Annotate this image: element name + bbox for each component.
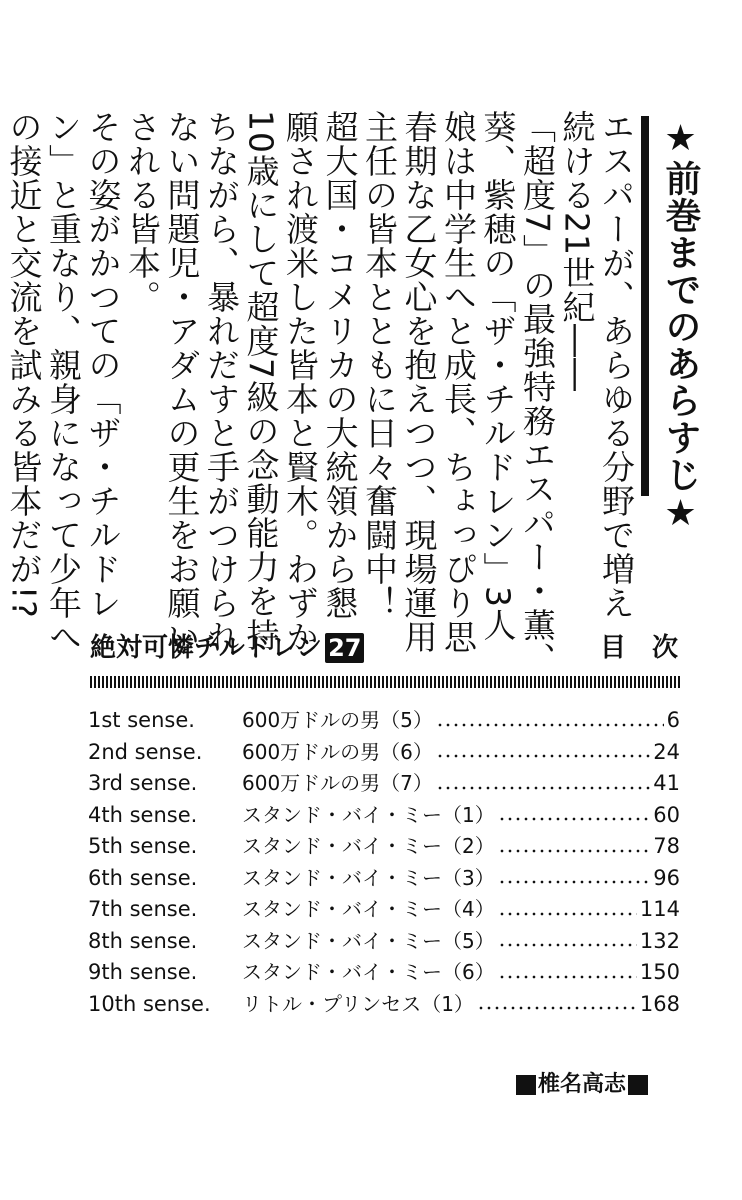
synopsis-line: 主任の皆本とともに日々奮闘中！ (360, 110, 399, 620)
toc-row[interactable] (88, 988, 680, 1020)
black-square-icon (628, 1075, 648, 1095)
chapter-page: 168 (639, 991, 680, 1016)
dot-leader (477, 1006, 637, 1010)
toc-row[interactable] (88, 956, 680, 988)
book-title-text: 絶対可憐チルドレン (90, 633, 323, 663)
author-credit (516, 1068, 648, 1102)
toc-row[interactable] (88, 862, 680, 894)
synopsis-line: その姿がかつての「ザ・チルドレ (83, 110, 123, 620)
synopsis-line: 願され渡米した皆本と賢木。わずか (281, 110, 320, 654)
book-title (90, 628, 364, 668)
chapter-number: 10th sense. (88, 991, 211, 1016)
chapter-page: 6 (666, 708, 680, 732)
synopsis-line: 春期な乙女心を抱えつつ、現場運用 (399, 110, 439, 654)
synopsis-line: ちながら、暴れだすと手がつけられ (202, 110, 241, 654)
chapter-page: 96 (653, 865, 680, 890)
chapter-number: 3rd sense. (88, 771, 198, 795)
dot-leader (498, 880, 651, 884)
volume-badge: 27 (325, 633, 364, 663)
header-rule (90, 676, 680, 688)
dot-leader (436, 786, 650, 790)
synopsis-line: 「超度7」の最強特務エスパー・薫、 (518, 110, 557, 676)
chapter-number: 7th sense. (88, 897, 198, 921)
synopsis-line: 娘は中学生へと成長、ちょっぴり思 (439, 110, 478, 654)
dot-leader (498, 912, 637, 916)
chapter-page: 78 (653, 834, 680, 858)
table-of-contents (88, 704, 680, 1019)
synopsis-line: ン」と重なり、親身になって少年へ (44, 110, 83, 654)
synopsis-divider-bar (641, 116, 649, 496)
chapter-title: リトル・プリンセス（1） (242, 991, 474, 1016)
chapter-title: スタンド・バイ・ミー（2） (242, 834, 495, 858)
chapter-page: 150 (639, 960, 680, 984)
chapter-number: 8th sense. (88, 928, 198, 953)
dot-leader (436, 754, 650, 758)
toc-row[interactable] (88, 893, 680, 925)
toc-row[interactable] (88, 736, 680, 768)
chapter-title: スタンド・バイ・ミー（5） (242, 928, 495, 953)
chapter-page: 132 (639, 928, 680, 953)
dot-leader (498, 817, 651, 821)
chapter-title: スタンド・バイ・ミー（6） (242, 960, 495, 984)
chapter-number: 5th sense. (88, 834, 198, 858)
synopsis-line: 葵、紫穂の「ザ・チルドレン」3人 (478, 110, 518, 642)
toc-row[interactable] (88, 799, 680, 831)
chapter-number: 6th sense. (88, 865, 198, 890)
synopsis-title: ★前巻までのあらすじ★ (660, 118, 701, 535)
synopsis-line: 超大国・コメリカの大統領から懇 (320, 110, 360, 620)
chapter-title: スタンド・バイ・ミー（1） (242, 802, 495, 827)
chapter-page: 114 (639, 897, 680, 921)
synopsis-line: 続ける21世紀―― (557, 110, 597, 392)
chapter-number: 2nd sense. (88, 739, 203, 764)
chapter-number: 1st sense. (88, 708, 195, 732)
dot-leader (498, 943, 637, 947)
chapter-number: 9th sense. (88, 960, 198, 984)
synopsis-line: される皆本。 (123, 110, 162, 314)
synopsis-line: 10歳にして超度7級の念動能力を持 (241, 110, 281, 652)
author-name: 椎名高志 (538, 1072, 627, 1097)
chapter-title: スタンド・バイ・ミー（4） (242, 897, 495, 921)
dot-leader (436, 723, 664, 727)
toc-row[interactable] (88, 767, 680, 799)
contents-label: 目次 (600, 633, 705, 663)
chapter-title: 600万ドルの男（5） (242, 708, 433, 732)
chapter-page: 60 (653, 802, 680, 827)
chapter-number: 4th sense. (88, 802, 198, 827)
chapter-page: 41 (653, 771, 680, 795)
chapter-title: 600万ドルの男（6） (242, 739, 433, 764)
chapter-title: 600万ドルの男（7） (242, 771, 433, 795)
toc-row[interactable] (88, 704, 680, 736)
toc-row[interactable] (88, 830, 680, 862)
toc-row[interactable] (88, 925, 680, 957)
black-square-icon (516, 1075, 536, 1095)
chapter-page: 24 (653, 739, 680, 764)
synopsis-line: の接近と交流を試みる皆本だが!? (4, 110, 44, 619)
chapter-title: スタンド・バイ・ミー（3） (242, 865, 495, 890)
synopsis-line: ない問題児・アダムの更生をお願い (162, 110, 202, 654)
synopsis-line: エスパーが、あらゆる分野で増え (597, 110, 636, 620)
dot-leader (498, 849, 651, 853)
dot-leader (498, 975, 637, 979)
